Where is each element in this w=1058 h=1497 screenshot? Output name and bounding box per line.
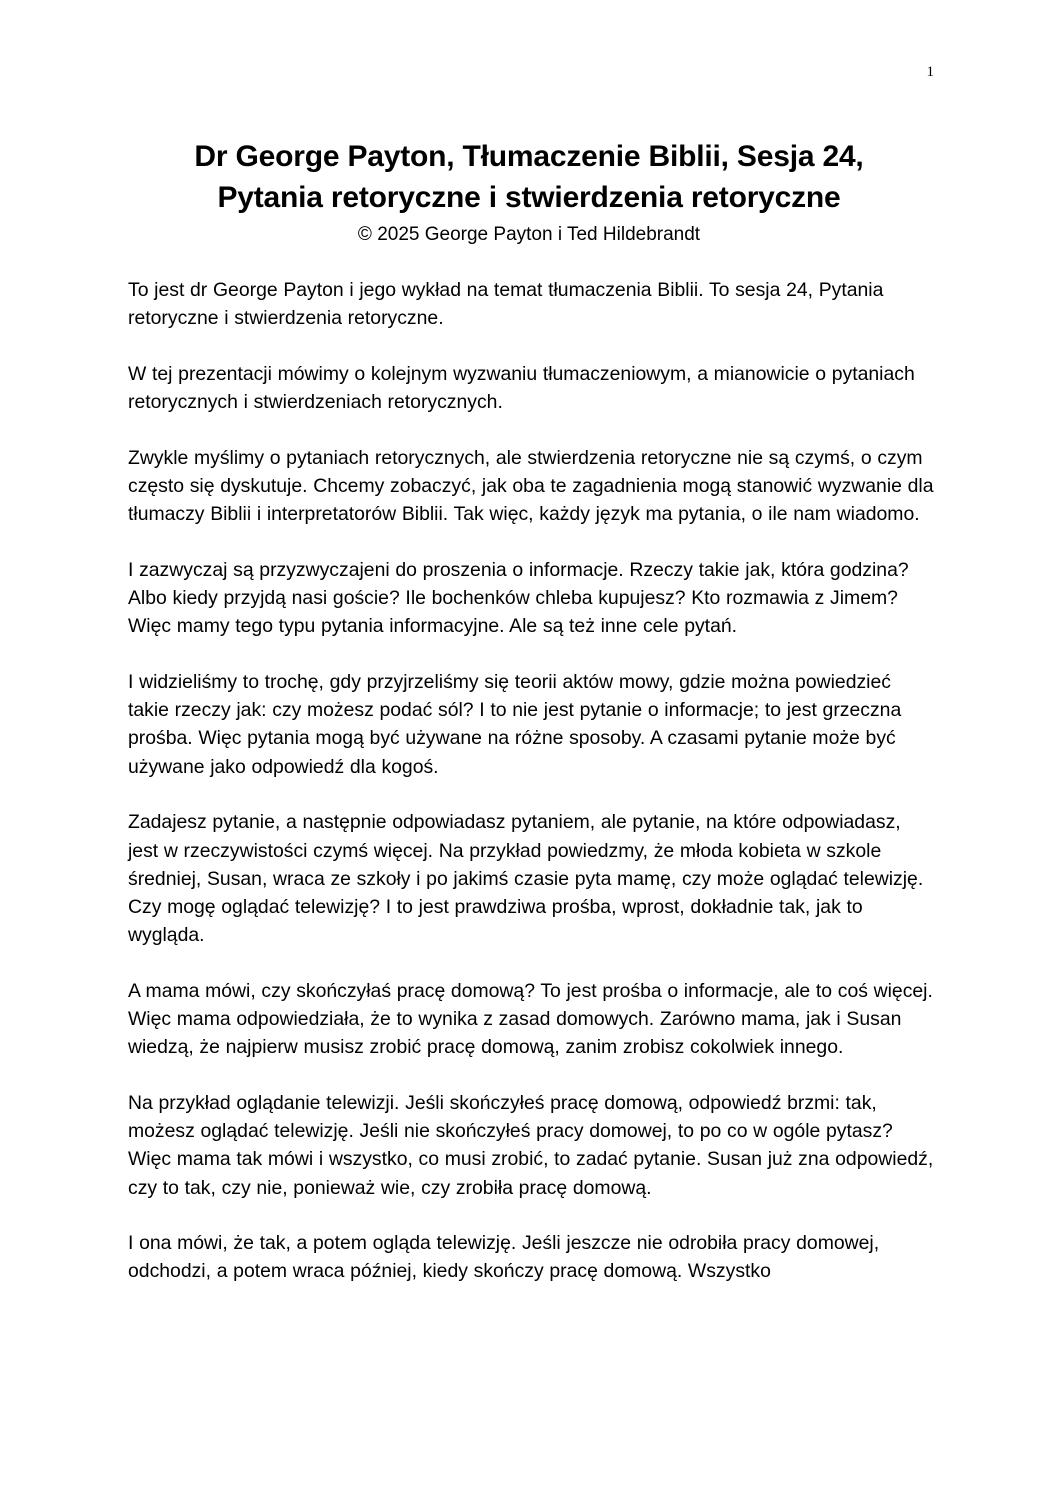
paragraph: Zadajesz pytanie, a następnie odpowiadasz pytaniem, ale pytanie, na które odpowiadasz, jest w rzeczywistości czymś więcej. Na przykład powiedzmy, że młoda kobieta w szkole średniej, Susan, wraca ze szkoły i po jakimś czasie pyta mamę, czy może oglądać telewizję. Czy mogę oglądać telewizję? I to jest prawdziwa prośba, wprost, dokładnie tak, jak to wygląda. [128,811,924,947]
title-line-1: Dr George Payton, Tłumaczenie Biblii, Sesja 24, [194,140,864,173]
document-body [128,276,934,1313]
paragraph: I ona mówi, że tak, a potem ogląda telewizję. Jeśli jeszcze nie odrobiła pracy domowej, odchodzi, a potem wraca później, kiedy skończy pracę domową. Wszystko [128,1232,880,1283]
title-line-2: Pytania retoryczne i stwierdzenia retoryczne [217,181,841,214]
document-title [100,136,958,218]
paragraph: Na przykład oglądanie telewizji. Jeśli skończyłeś pracę domową, odpowiedź brzmi: tak, możesz oglądać telewizję. Jeśli nie skończyłeś pracy domowej, to po co w ogóle pytasz? Więc mama tak mówi i wszystko, co musi zrobić, to zadać pytanie. Susan już zna odpowiedź, czy to tak, czy nie, ponieważ wie, czy zrobiła pracę domową. [128,1091,934,1199]
page-number: 1 [926,64,934,80]
copyright-notice: © 2025 George Payton i Ted Hildebrandt [357,224,701,245]
paragraph: W tej prezentacji mówimy o kolejnym wyzwaniu tłumaczeniowym, a mianowicie o pytaniach retorycznych i stwierdzeniach retorycznych. [128,362,915,414]
paragraph: I widzieliśmy to trochę, gdy przyjrzeliśmy się teorii aktów mowy, gdzie można powiedzieć takie rzeczy jak: czy możesz podać sól? I to nie jest pytanie o informacje; to jest grzeczna prośba. Więc pytania mogą być używane na różne sposoby. A czasami pytanie może być używane jako odpowiedź dla kogoś. [128,671,902,778]
paragraph: Zwykle myślimy o pytaniach retorycznych, ale stwierdzenia retoryczne nie są czymś, o czym często się dyskutuje. Chcemy zobaczyć, jak oba te zagadnienia mogą stanowić wyzwanie dla tłumaczy Biblii i interpretatorów Biblii. Tak więc, każdy język ma pytania, o ile nam wiadomo. [128,446,934,526]
paragraph: I zazwyczaj są przyzwyczajeni do proszenia o informacje. Rzeczy takie jak, która godzina? Albo kiedy przyjdą nasi goście? Ile bochenków chleba kupujesz? Kto rozmawia z Jimem? Więc mamy tego typu pytania informacyjne. Ale są też inne cele pytań. [128,558,909,638]
paragraph: To jest dr George Payton i jego wykład na temat tłumaczenia Biblii. To sesja 24, Pytania retoryczne i stwierdzenia retoryczne. [128,279,884,330]
paragraph: A mama mówi, czy skończyłaś pracę domową? To jest prośba o informacje, ale to coś więcej. Więc mama odpowiedziała, że to wynika z zasad domowych. Zarówno mama, jak i Susan wiedzą, że najpierw musisz zrobić pracę domową, zanim zrobisz cokolwiek innego. [128,979,933,1059]
